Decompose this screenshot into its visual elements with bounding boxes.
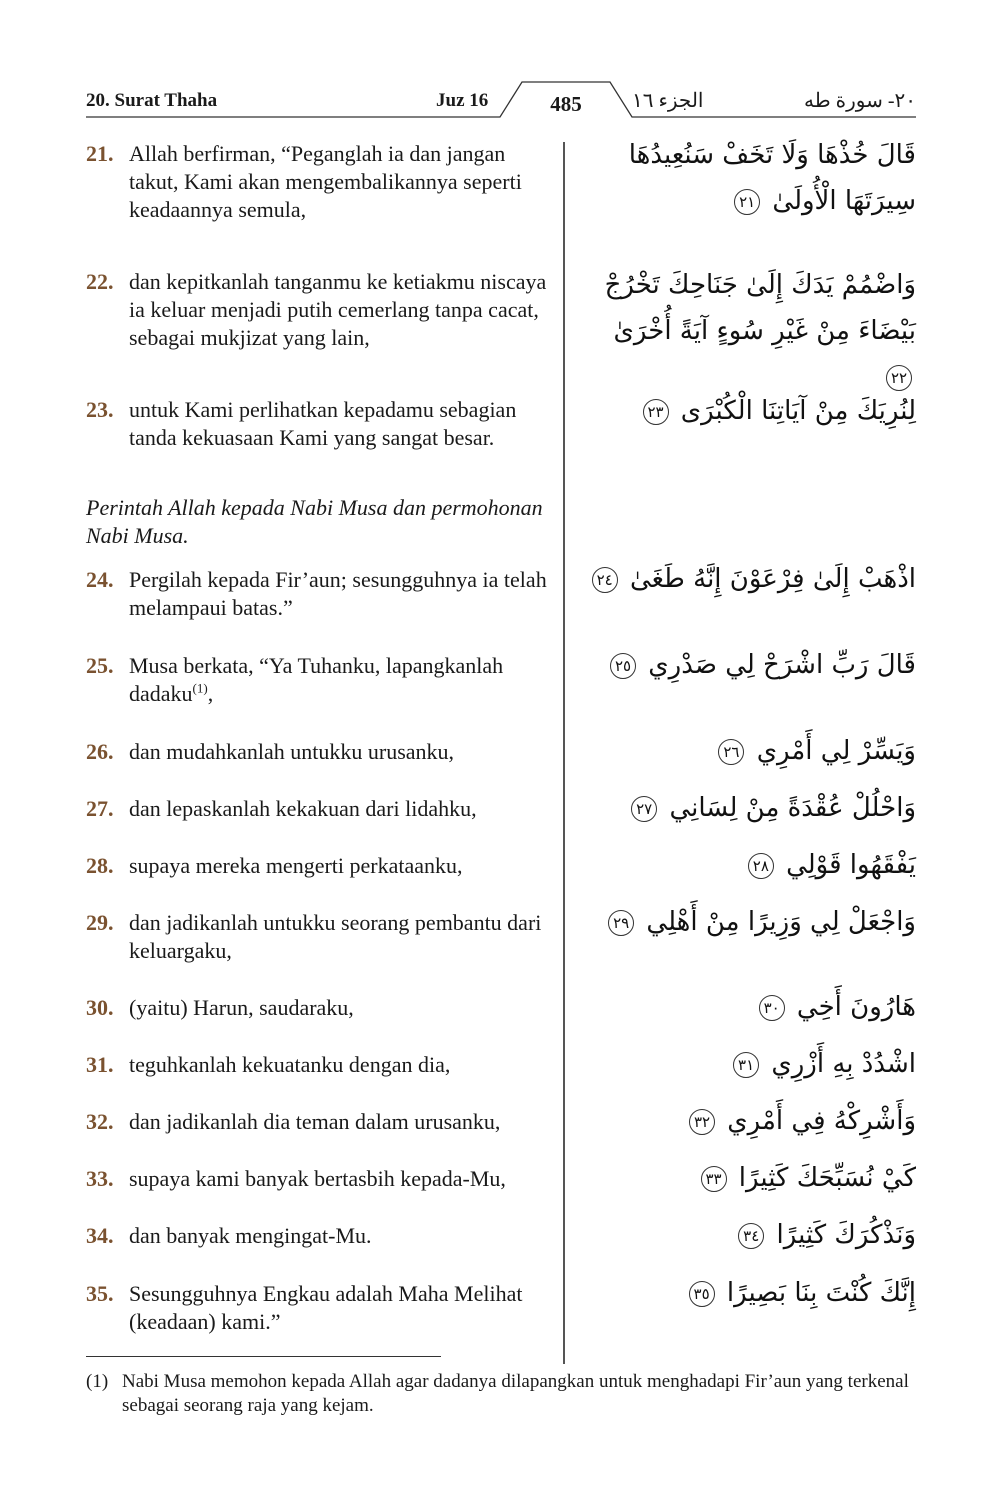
arabic-text: يَفْقَهُوا قَوْلِي bbox=[786, 850, 916, 880]
verse-arabic bbox=[576, 642, 916, 688]
ayah-marker: ٢٥ bbox=[610, 653, 636, 679]
verse-number: 32. bbox=[86, 1109, 114, 1134]
ayah-marker: ٣٢ bbox=[689, 1109, 715, 1135]
verse-translation bbox=[86, 1051, 556, 1079]
verse-arabic bbox=[576, 728, 916, 774]
verse-text: teguhkanlah kekuatanku dengan dia, bbox=[129, 1052, 451, 1077]
verse-arabic bbox=[576, 262, 916, 400]
verse-text: dan jadikanlah untukku seorang pembantu dari keluargaku, bbox=[129, 910, 542, 963]
verse-arabic bbox=[576, 132, 916, 224]
verse-text: dan banyak mengingat-Mu. bbox=[129, 1223, 372, 1248]
arabic-text: لِنُرِيَكَ مِنْ آيَاتِنَا الْكُبْرَى bbox=[680, 396, 916, 426]
ayah-marker: ٣٥ bbox=[689, 1281, 715, 1307]
verse-translation bbox=[86, 1108, 556, 1136]
arabic-text: إِنَّكَ كُنْتَ بِنَا بَصِيرًا bbox=[726, 1278, 916, 1308]
verse-text: Pergilah kepada Fir’aun; sesungguhnya ia telah melampaui batas.” bbox=[129, 567, 547, 620]
verse-translation bbox=[86, 1280, 556, 1336]
arabic-text: وَاجْعَلْ لِي وَزِيرًا مِنْ أَهْلِي bbox=[646, 907, 916, 937]
verse-translation bbox=[86, 738, 556, 766]
verse-text-tail: , bbox=[207, 681, 214, 706]
arabic-text: هَارُونَ أَخِي bbox=[796, 992, 916, 1022]
arabic-text: وَاضْمُمْ يَدَكَ إِلَىٰ جَنَاحِكَ تَخْرُجْ بَيْضَاءَ مِنْ غَيْرِ سُوءٍ آيَةً أُخْرَىٰ bbox=[604, 270, 916, 346]
ayah-marker: ٣٠ bbox=[759, 995, 785, 1021]
verse-number: 28. bbox=[86, 853, 114, 878]
verse-translation bbox=[86, 909, 556, 965]
arabic-text: قَالَ خُذْهَا وَلَا تَخَفْ سَنُعِيدُهَا سِيرَتَهَا الْأُولَىٰ bbox=[628, 140, 916, 216]
section-heading: Perintah Allah kepada Nabi Musa dan permohonan Nabi Musa. bbox=[86, 495, 543, 548]
ayah-marker: ٢٨ bbox=[748, 853, 774, 879]
page-number: 485 bbox=[550, 92, 582, 116]
verse-arabic bbox=[576, 1155, 916, 1201]
verse-translation bbox=[86, 268, 556, 352]
footnote-ref[interactable]: (1) bbox=[192, 680, 208, 696]
verse-text: Allah berfirman, “Peganglah ia dan jangan takut, Kami akan mengembalikannya seperti keadaannya semula, bbox=[129, 141, 522, 222]
arabic-text: اشْدُدْ بِهِ أَزْرِي bbox=[771, 1049, 916, 1079]
column-divider bbox=[563, 142, 565, 1364]
verse-text: supaya mereka mengerti perkataanku, bbox=[129, 853, 463, 878]
verse-arabic bbox=[576, 1098, 916, 1144]
page-header bbox=[86, 78, 916, 124]
ayah-marker: ٢٩ bbox=[608, 910, 634, 936]
verse-text: (yaitu) Harun, saudaraku, bbox=[129, 995, 354, 1020]
verse-arabic bbox=[576, 1041, 916, 1087]
verse-number: 27. bbox=[86, 796, 114, 821]
verse-number: 24. bbox=[86, 567, 114, 592]
verse-number: 23. bbox=[86, 397, 114, 422]
verse-text: dan lepaskanlah kekakuan dari lidahku, bbox=[129, 796, 477, 821]
verse-arabic bbox=[576, 785, 916, 831]
ayah-marker: ٣١ bbox=[733, 1052, 759, 1078]
verse-translation bbox=[86, 1222, 556, 1250]
verse-text: dan mudahkanlah untukku urusanku, bbox=[129, 739, 455, 764]
ayah-marker: ٢٦ bbox=[718, 739, 744, 765]
footnote bbox=[86, 1370, 916, 1418]
juz-label-latin: Juz 16 bbox=[436, 90, 489, 111]
arabic-text: وَيَسِّرْ لِي أَمْرِي bbox=[756, 736, 916, 766]
verse-text: untuk Kami perlihatkan kepadamu sebagian tanda kekuasaan Kami yang sangat besar. bbox=[129, 397, 517, 450]
verse-number: 21. bbox=[86, 141, 114, 166]
verse-number: 35. bbox=[86, 1281, 114, 1306]
verse-text: dan jadikanlah dia teman dalam urusanku, bbox=[129, 1109, 501, 1134]
verse-text: supaya kami banyak bertasbih kepada-Mu, bbox=[129, 1166, 506, 1191]
arabic-text: وَأَشْرِكْهُ فِي أَمْرِي bbox=[727, 1106, 916, 1136]
footnote-rule bbox=[86, 1356, 441, 1357]
verse-arabic bbox=[576, 1212, 916, 1258]
surah-title-latin: 20. Surat Thaha bbox=[86, 90, 218, 111]
ayah-marker: ٣٣ bbox=[701, 1166, 727, 1192]
verse-arabic bbox=[576, 556, 916, 602]
verse-number: 34. bbox=[86, 1223, 114, 1248]
verse-arabic bbox=[576, 899, 916, 945]
ayah-marker: ٢٧ bbox=[631, 796, 657, 822]
verse-translation bbox=[86, 994, 556, 1022]
verse-number: 25. bbox=[86, 653, 114, 678]
verse-translation bbox=[86, 795, 556, 823]
verse-arabic bbox=[576, 842, 916, 888]
ayah-marker: ٢٢ bbox=[886, 365, 912, 391]
verse-arabic bbox=[576, 984, 916, 1030]
footnote-number: (1) bbox=[86, 1371, 109, 1392]
verse-text: Sesungguhnya Engkau adalah Maha Melihat (keadaan) kami.” bbox=[129, 1281, 523, 1334]
verse-number: 30. bbox=[86, 995, 114, 1020]
verse-translation bbox=[86, 1165, 556, 1193]
verse-text: dan kepitkanlah tanganmu ke ketiakmu niscaya ia keluar menjadi putih cemerlang tanpa cacat, sebagai mukjizat yang lain, bbox=[129, 269, 547, 350]
arabic-text: اذْهَبْ إِلَىٰ فِرْعَوْنَ إِنَّهُ طَغَىٰ bbox=[629, 564, 916, 594]
ayah-marker: ٢١ bbox=[734, 189, 760, 215]
verse-number: 29. bbox=[86, 910, 114, 935]
verse-translation bbox=[86, 396, 556, 452]
ayah-marker: ٢٣ bbox=[643, 399, 669, 425]
verse-number: 33. bbox=[86, 1166, 114, 1191]
arabic-text: وَاحْلُلْ عُقْدَةً مِنْ لِسَانِي bbox=[669, 793, 916, 823]
verse-text: Musa berkata, “Ya Tuhanku, lapangkanlah dadaku bbox=[129, 653, 504, 706]
ayah-marker: ٣٤ bbox=[738, 1223, 764, 1249]
footnote-text: Nabi Musa memohon kepada Allah agar dadanya dilapangkan untuk menghadapi Fir’aun yang terkenal sebagai seorang raja yang kejam. bbox=[122, 1371, 909, 1416]
verse-translation bbox=[86, 566, 556, 622]
arabic-text: قَالَ رَبِّ اشْرَحْ لِي صَدْرِي bbox=[648, 650, 916, 680]
surah-title-arabic: ٢٠- سورة طه bbox=[803, 90, 916, 112]
arabic-text: وَنَذْكُرَكَ كَثِيرًا bbox=[776, 1220, 916, 1250]
verse-number: 22. bbox=[86, 269, 114, 294]
verse-translation bbox=[86, 140, 556, 224]
verse-translation bbox=[86, 852, 556, 880]
verse-number: 26. bbox=[86, 739, 114, 764]
juz-label-arabic: الجزء ١٦ bbox=[632, 90, 704, 112]
verse-arabic bbox=[576, 1270, 916, 1316]
arabic-text: كَيْ نُسَبِّحَكَ كَثِيرًا bbox=[738, 1163, 916, 1193]
ayah-marker: ٢٤ bbox=[592, 567, 618, 593]
verse-text-wrap bbox=[129, 652, 556, 708]
verse-arabic bbox=[576, 388, 916, 434]
verse-number: 31. bbox=[86, 1052, 114, 1077]
verse-translation bbox=[86, 652, 556, 708]
